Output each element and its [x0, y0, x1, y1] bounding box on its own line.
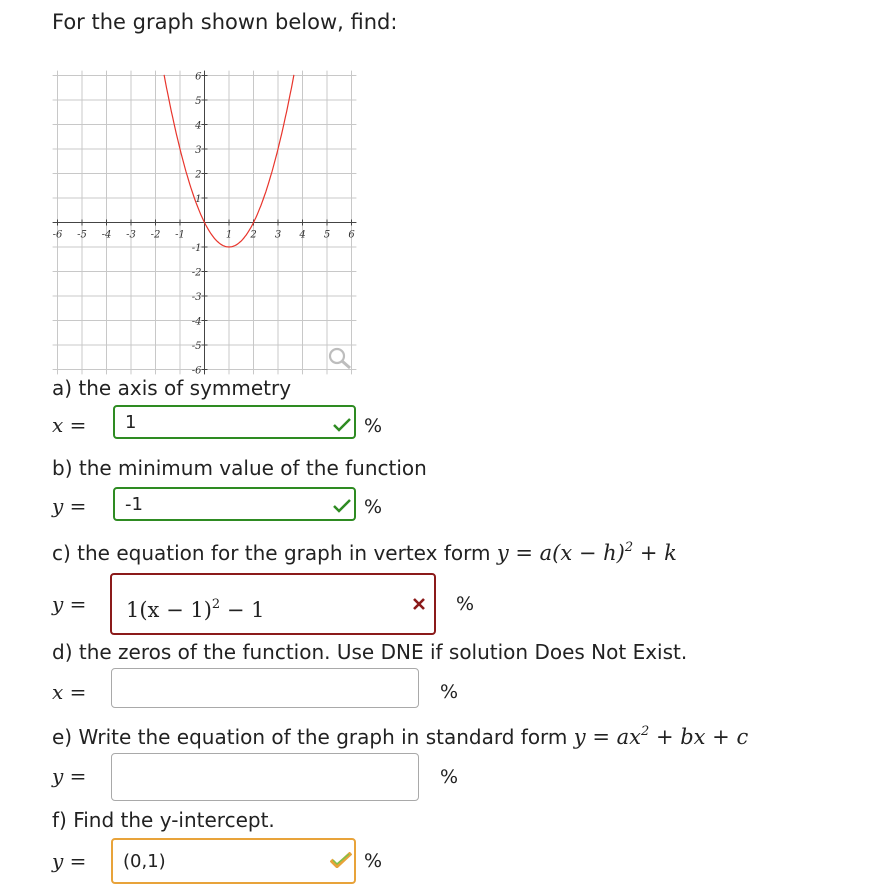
y-tick-label: 2 — [195, 169, 202, 181]
y-intercept-input[interactable]: (0,1) — [111, 838, 356, 884]
x-tick-label: -1 — [175, 229, 185, 241]
y-tick-label: -5 — [191, 341, 202, 352]
question-f-percent: % — [364, 850, 383, 872]
question-a-label: a) the axis of symmetry — [52, 376, 292, 400]
question-f-lhs: y = — [52, 849, 87, 873]
question-b-percent: % — [364, 496, 383, 518]
question-e-lhs: y = — [52, 764, 87, 788]
question-a-lhs: x = — [52, 413, 87, 437]
question-b-lhs: y = — [52, 494, 87, 518]
question-b-label: b) the minimum value of the function — [52, 456, 427, 480]
x-tick-label: 5 — [323, 229, 331, 241]
question-f-label: f) Find the y-intercept. — [52, 808, 275, 832]
x-tick-label: -3 — [126, 229, 136, 241]
x-tick-label: 1 — [225, 229, 233, 241]
checkmark-icon — [333, 499, 351, 513]
question-e-percent: % — [440, 766, 459, 788]
y-tick-label: -4 — [191, 316, 202, 328]
zeros-input[interactable] — [111, 668, 419, 708]
y-tick-label: -3 — [191, 292, 202, 303]
x-tick-label: 4 — [299, 229, 306, 241]
y-tick-label: -6 — [191, 365, 202, 375]
y-tick-label: -1 — [191, 243, 202, 254]
checkmark-icon — [333, 418, 351, 432]
x-tick-label: 3 — [274, 229, 282, 241]
y-tick-label: 1 — [195, 194, 202, 205]
y-tick-label: 5 — [195, 96, 202, 107]
question-c-label: c) the equation for the graph in vertex form $y = a(x - h)^2 + k$ — [52, 540, 677, 565]
axis-of-symmetry-input[interactable]: 1 — [113, 405, 356, 439]
x-tick-label: -6 — [52, 229, 63, 241]
parabola-graph — [52, 70, 357, 375]
x-tick-label: -4 — [101, 229, 112, 241]
y-tick-label: -2 — [191, 267, 202, 279]
x-tick-label: 6 — [348, 229, 355, 241]
page-title: For the graph shown below, find: — [52, 10, 398, 34]
standard-form-input[interactable] — [111, 753, 419, 801]
vertex-form-input[interactable]: $1(x - 1)^2 - 1$ — [110, 573, 436, 635]
question-c-lhs: y = — [52, 592, 87, 616]
zoom-icon[interactable] — [326, 345, 354, 371]
question-a-percent: % — [364, 415, 383, 437]
partial-check-icon — [330, 852, 352, 868]
x-tick-label: -2 — [150, 229, 161, 241]
question-e-label: e) Write the equation of the graph in standard form $y = ax^2$ + bx + c — [52, 724, 749, 749]
question-c-percent: % — [456, 593, 475, 615]
question-d-label: d) the zeros of the function. Use DNE if solution Does Not Exist. — [52, 640, 688, 664]
x-tick-label: -5 — [77, 229, 87, 241]
minimum-value-input[interactable]: -1 — [113, 487, 356, 521]
y-tick-label: 6 — [195, 71, 202, 83]
question-d-percent: % — [440, 681, 459, 703]
incorrect-x-icon — [412, 597, 426, 611]
y-tick-label: 3 — [195, 145, 202, 156]
y-tick-label: 4 — [195, 120, 202, 132]
x-tick-label: 2 — [250, 229, 257, 241]
question-d-lhs: x = — [52, 680, 87, 704]
